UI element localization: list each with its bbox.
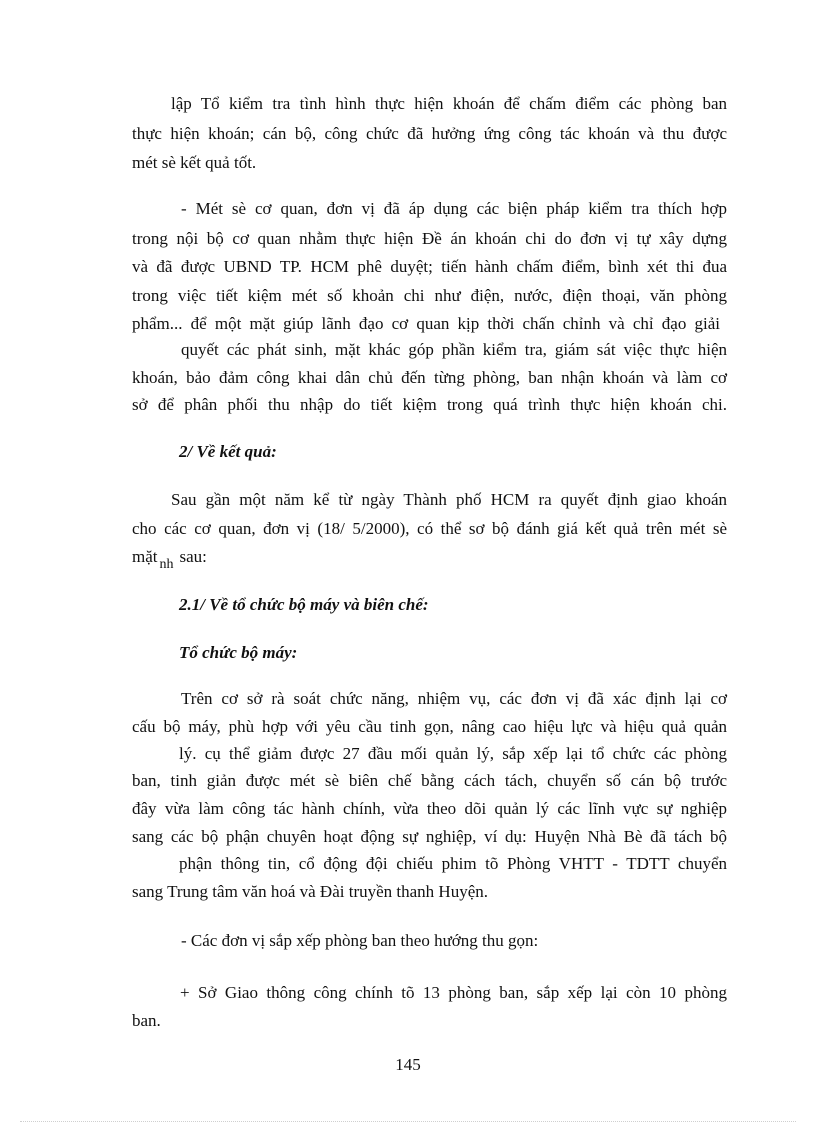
- text-line: thực hiện khoán; cán bộ, công chức đã hưởng ứng công tác khoán và thu được: [132, 124, 727, 143]
- text-line: - Mét sè cơ quan, đơn vị đã áp dụng các biện pháp kiểm tra thích hợp: [181, 199, 727, 218]
- text-line: quyết các phát sinh, mặt khác góp phần kiểm tra, giám sát việc thực hiện: [181, 340, 727, 359]
- text-line: sở để phân phối thu nhập do tiết kiệm trong quá trình thực hiện khoán chi.: [132, 395, 727, 414]
- text-fragment: mặt: [132, 547, 158, 566]
- section-heading: 2.1/ Về tổ chức bộ máy và biên chế:: [179, 595, 429, 614]
- section-heading: 2/ Về kết quả:: [179, 442, 277, 461]
- text-line: sang các bộ phận chuyên hoạt động sự nghiệp, ví dụ: Huyện Nhà Bè đã tách bộ: [132, 827, 727, 846]
- text-line: và đã được UBND TP. HCM phê duyệt; tiến hành chấm điểm, bình xét thi đua: [132, 257, 727, 276]
- text-line: cho các cơ quan, đơn vị (18/ 5/2000), có thể sơ bộ đánh giá kết quả trên mét sè: [132, 519, 727, 538]
- text-line: trong nội bộ cơ quan nhằm thực hiện Đề án khoán chi do đơn vị tự xây dựng: [132, 229, 727, 248]
- section-heading: Tổ chức bộ máy:: [179, 643, 298, 662]
- text-line: trong việc tiết kiệm mét số khoản chi như điện, nước, điện thoại, văn phòng: [132, 286, 727, 305]
- text-line: [132, 546, 207, 570]
- page-number: 145: [395, 1055, 421, 1074]
- text-line: cấu bộ máy, phù hợp với yêu cầu tinh gọn, nâng cao hiệu lực và hiệu quả quản: [132, 717, 727, 736]
- text-fragment-subscript: nh: [159, 557, 174, 572]
- text-line: phẩm... để một mặt giúp lãnh đạo cơ quan kịp thời chấn chỉnh và chỉ đạo giải: [132, 314, 720, 333]
- text-line: lý. cụ thể giảm được 27 đầu mối quản lý, sắp xếp lại tổ chức các phòng: [179, 744, 727, 763]
- text-line: Trên cơ sở rà soát chức năng, nhiệm vụ, các đơn vị đã xác định lại cơ: [181, 689, 727, 708]
- text-line: ban, tinh giản được mét sè biên chế bằng cách tách, chuyển số cán bộ trước: [132, 771, 727, 790]
- text-line: đây vừa làm công tác hành chính, vừa theo dõi quản lý các lĩnh vực sự nghiệp: [132, 799, 727, 818]
- text-line: phận thông tin, cổ động đội chiếu phim tõ Phòng VHTT - TDTT chuyển: [179, 854, 727, 873]
- text-line: lập Tổ kiểm tra tình hình thực hiện khoán để chấm điểm các phòng ban: [171, 94, 727, 113]
- text-line: mét sè kết quả tốt.: [132, 153, 257, 172]
- footer-divider: [20, 1121, 796, 1122]
- text-line: khoán, bảo đảm công khai dân chủ đến từng phòng, ban nhận khoán và làm cơ: [132, 368, 727, 387]
- text-line: ban.: [132, 1011, 161, 1030]
- text-line: Sau gần một năm kể từ ngày Thành phố HCM ra quyết định giao khoán: [171, 490, 727, 509]
- text-line: + Sở Giao thông công chính tõ 13 phòng ban, sắp xếp lại còn 10 phòng: [180, 983, 727, 1002]
- text-fragment: sau:: [179, 547, 207, 566]
- text-line: sang Trung tâm văn hoá và Đài truyền thanh Huyện.: [132, 882, 488, 901]
- text-line: - Các đơn vị sắp xếp phòng ban theo hướng thu gọn:: [181, 931, 539, 950]
